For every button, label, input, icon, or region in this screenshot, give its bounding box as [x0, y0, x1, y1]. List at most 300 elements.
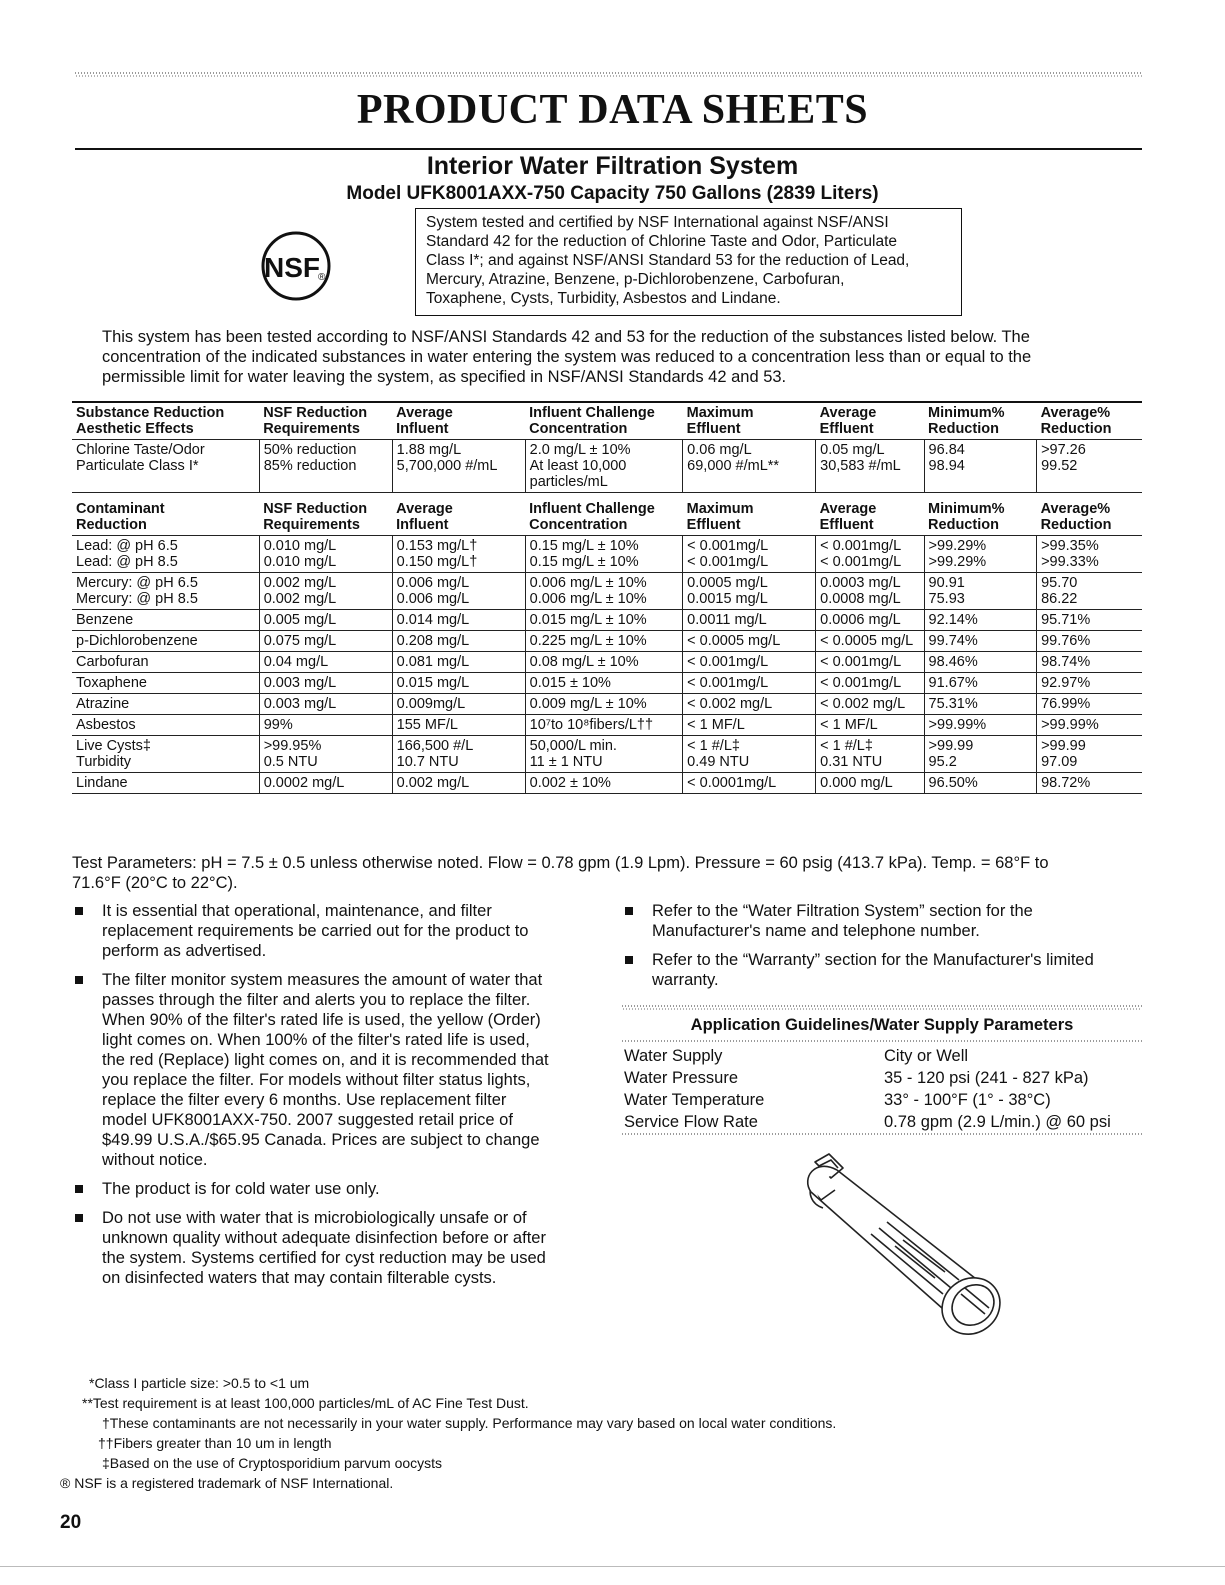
- table-cell-line: 1.88 mg/L: [396, 442, 462, 458]
- bullet-line: on disinfected waters that may contain filterable cysts.: [102, 1269, 497, 1287]
- table-cell-line: 0.005 mg/L: [263, 612, 337, 628]
- bullet-item: [72, 970, 587, 1170]
- table-cell: [259, 715, 392, 736]
- guidelines-bottom-rule: [622, 1133, 1142, 1136]
- table-cell-line: Lead: @ pH 6.5: [76, 538, 178, 554]
- table-row: [72, 652, 1142, 673]
- square-bullet-icon: [75, 1214, 83, 1222]
- certification-line: Mercury, Atrazine, Benzene, p-Dichlorobenzene, Carbofuran,: [426, 271, 845, 288]
- table-cell-line: < 0.001mg/L: [687, 675, 769, 691]
- table-cell-line: < 0.001mg/L: [820, 554, 902, 570]
- table-cell: [392, 694, 525, 715]
- table-cell-line: 0.000 mg/L: [820, 775, 893, 791]
- table-cell-line: < 0.001mg/L: [687, 538, 769, 554]
- guideline-row: [624, 1045, 1144, 1067]
- column-header: [924, 499, 1037, 536]
- table-cell: [259, 736, 392, 773]
- table-cell-line: Lindane: [76, 775, 128, 791]
- table-cell-line: 0.002 mg/L: [263, 591, 337, 607]
- column-header-line: Average: [819, 501, 877, 517]
- bullet-item: [72, 1208, 587, 1288]
- column-header-line: Effluent: [819, 517, 874, 533]
- table-cell: [259, 610, 392, 631]
- column-header-line: Reduction: [928, 517, 999, 533]
- table-cell-line: 0.153 mg/L†: [396, 538, 478, 554]
- table-cell-line: < 0.001mg/L: [820, 654, 902, 670]
- table-cell: [72, 536, 259, 573]
- table-cell: [392, 631, 525, 652]
- table-cell-line: < 0.0005 mg/L: [820, 633, 914, 649]
- table-cell: [525, 652, 683, 673]
- test-parameters-line: Test Parameters: pH = 7.5 ± 0.5 unless otherwise noted. Flow = 0.78 gpm (1.9 Lpm). Pressure = 60 psig (413.7 kPa). Temp. = 68°F to: [72, 854, 1049, 872]
- table-cell-line: Benzene: [76, 612, 134, 628]
- table-cell-line: 0.0005 mg/L: [687, 575, 768, 591]
- table-cell: [72, 631, 259, 652]
- table-cell: [683, 715, 816, 736]
- table-cell: [72, 736, 259, 773]
- table-cell-line: 0.0011 mg/L: [687, 612, 767, 628]
- table-cell-line: 0.006 mg/L ± 10%: [529, 575, 647, 591]
- table-cell: [1037, 715, 1142, 736]
- table-cell-line: 97.09: [1041, 754, 1078, 770]
- table-cell-line: < 1 MF/L: [687, 717, 745, 733]
- table-cell-line: Toxaphene: [76, 675, 147, 691]
- table-cell-line: < 0.001mg/L: [687, 654, 769, 670]
- table-cell-line: 91.67%: [928, 675, 978, 691]
- test-parameters: [72, 853, 1147, 893]
- certification-box: [415, 208, 962, 316]
- bullet-line: Manufacturer's name and telephone number.: [652, 922, 980, 940]
- column-header-line: Average: [819, 405, 877, 421]
- table-cell: [72, 652, 259, 673]
- column-header: [1037, 499, 1142, 536]
- guidelines-top-rule: [622, 1005, 1142, 1010]
- table-cell: [1037, 631, 1142, 652]
- table-cell-line: 0.006 mg/L ± 10%: [529, 591, 647, 607]
- table-cell-line: 99%: [263, 717, 293, 733]
- table-cell: [683, 610, 816, 631]
- table-cell: [1037, 673, 1142, 694]
- table-cell-line: particles/mL: [529, 474, 608, 490]
- bullet-line: model UFK8001AXX-750. 2007 suggested retail price of: [102, 1111, 513, 1129]
- column-header: [72, 499, 259, 536]
- square-bullet-icon: [625, 956, 633, 964]
- table-cell-line: 0.009mg/L: [396, 696, 466, 712]
- table-cell: [392, 652, 525, 673]
- table-row: [72, 694, 1142, 715]
- bullet-item: [622, 950, 1142, 990]
- table-cell-line: < 1 #/L‡: [820, 738, 873, 754]
- table-cell: [72, 673, 259, 694]
- intro-line: permissible limit for water leaving the system, as specified in NSF/ANSI Standards 42 and 53.: [102, 368, 787, 386]
- column-header-line: Reduction: [928, 421, 999, 437]
- column-header-line: Average%: [1040, 405, 1111, 421]
- intro-paragraph: [102, 327, 1142, 387]
- contaminant-reduction-table: [72, 499, 1142, 794]
- table-cell-line: 10⁷to 10⁸fibers/L††: [529, 717, 654, 733]
- table-cell-line: 0.08 mg/L ± 10%: [529, 654, 639, 670]
- table-cell-line: 50% reduction: [263, 442, 357, 458]
- table-cell-line: < 0.001mg/L: [687, 554, 769, 570]
- table-cell: [1037, 694, 1142, 715]
- nsf-logo-icon: [255, 228, 341, 304]
- bullet-line: replacement requirements be carried out for the product to: [102, 922, 529, 940]
- bullet-line: unknown quality without adequate disinfection before or after: [102, 1229, 546, 1247]
- table-cell-line: 0.002 mg/L: [396, 775, 470, 791]
- guideline-value: 35 - 120 psi (241 - 827 kPa): [884, 1069, 1089, 1087]
- table-cell-line: 95.2: [928, 754, 957, 770]
- bullet-item: [622, 901, 1142, 941]
- bullet-line: The product is for cold water use only.: [102, 1180, 380, 1198]
- column-header-line: Effluent: [686, 517, 741, 533]
- table-cell-line: >99.99%: [928, 717, 987, 733]
- column-header-line: Reduction: [76, 517, 147, 533]
- aesthetic-effects-table: [72, 401, 1142, 493]
- table-cell: [924, 652, 1037, 673]
- footnote: **Test requirement is at least 100,000 particles/mL of AC Fine Test Dust.: [82, 1395, 529, 1411]
- column-header: [683, 499, 816, 536]
- guidelines-mid-rule: [622, 1040, 1142, 1043]
- table-cell-line: 0.05 mg/L: [820, 442, 885, 458]
- table-cell-line: 166,500 #/L: [396, 738, 474, 754]
- column-header: [525, 402, 683, 440]
- table-cell: [924, 610, 1037, 631]
- table-cell-line: 0.015 mg/L: [396, 675, 470, 691]
- table-cell-line: 0.014 mg/L: [396, 612, 470, 628]
- table-cell-line: Lead: @ pH 8.5: [76, 554, 178, 570]
- table-cell-line: 0.5 NTU: [263, 754, 318, 770]
- table-row: [72, 631, 1142, 652]
- column-header-line: Substance Reduction: [76, 405, 225, 421]
- table-cell: [392, 736, 525, 773]
- top-dotted-rule: [75, 72, 1142, 77]
- table-cell-line: 98.94: [928, 458, 965, 474]
- table-cell-line: < 0.001mg/L: [820, 538, 902, 554]
- table-cell: [924, 573, 1037, 610]
- table-cell-line: >99.95%: [263, 738, 322, 754]
- bullet-line: light comes on. When 100% of the filter's rated life is used,: [102, 1031, 530, 1049]
- table-cell-line: p-Dichlorobenzene: [76, 633, 198, 649]
- table-cell: [1037, 773, 1142, 794]
- table-cell-line: Atrazine: [76, 696, 130, 712]
- bullet-line: without notice.: [102, 1151, 208, 1169]
- table-cell-line: 2.0 mg/L ± 10%: [529, 442, 631, 458]
- table-cell-line: 0.003 mg/L: [263, 696, 337, 712]
- column-header: [392, 499, 525, 536]
- table-cell: [924, 694, 1037, 715]
- table-cell: [816, 440, 924, 493]
- table-cell-line: >99.99: [1041, 738, 1086, 754]
- table-row: [72, 773, 1142, 794]
- table-row: [72, 736, 1142, 773]
- table-cell-line: 75.93: [928, 591, 965, 607]
- table-cell: [525, 536, 683, 573]
- bullet-line: When 90% of the filter's rated life is used, the yellow (Order): [102, 1011, 541, 1029]
- table-cell-line: >99.35%: [1041, 538, 1099, 554]
- column-header-line: Average%: [1040, 501, 1111, 517]
- table-cell: [816, 536, 924, 573]
- table-cell-line: >99.99%: [1041, 717, 1099, 733]
- bullet-line: perform as advertised.: [102, 942, 267, 960]
- table-cell: [72, 773, 259, 794]
- certification-line: Toxaphene, Cysts, Turbidity, Asbestos and Lindane.: [426, 290, 781, 307]
- bullet-item: [72, 901, 587, 961]
- column-header-line: Concentration: [529, 517, 628, 533]
- table-cell: [683, 440, 816, 493]
- table-cell-line: 0.003 mg/L: [263, 675, 337, 691]
- table-cell: [683, 652, 816, 673]
- square-bullet-icon: [75, 907, 83, 915]
- nsf-registered-mark: ®: [318, 272, 326, 283]
- column-header-line: NSF Reduction: [263, 405, 368, 421]
- column-header-line: Average: [396, 501, 453, 517]
- table-cell: [924, 631, 1037, 652]
- table-cell-line: 0.150 mg/L†: [396, 554, 478, 570]
- column-header-line: Concentration: [529, 421, 628, 437]
- table-header-row: [72, 402, 1142, 440]
- table-cell-line: 0.006 mg/L: [396, 575, 470, 591]
- column-header-line: Reduction: [1040, 517, 1112, 533]
- table-cell: [525, 673, 683, 694]
- table-cell: [924, 536, 1037, 573]
- table-cell-line: 0.225 mg/L ± 10%: [529, 633, 647, 649]
- table-row: [72, 536, 1142, 573]
- footnotes: [60, 1373, 1160, 1493]
- table-cell-line: 98.74%: [1041, 654, 1091, 670]
- table-cell-line: >99.99: [928, 738, 974, 754]
- table-cell: [392, 573, 525, 610]
- table-cell: [259, 573, 392, 610]
- intro-line: concentration of the indicated substances in water entering the system was reduced to a concentration less than or equal to the: [102, 348, 1032, 366]
- table-cell-line: 75.31%: [928, 696, 978, 712]
- column-header: [683, 402, 816, 440]
- table-cell: [816, 673, 924, 694]
- table-cell-line: 86.22: [1041, 591, 1078, 607]
- table-header-row: [72, 499, 1142, 536]
- table-cell-line: 99.76%: [1041, 633, 1091, 649]
- table-cell: [392, 773, 525, 794]
- table-cell: [392, 673, 525, 694]
- footnote: †These contaminants are not necessarily in your water supply. Performance may vary based on local water conditions.: [102, 1415, 837, 1431]
- table-cell-line: 155 MF/L: [396, 717, 458, 733]
- column-header-line: Influent: [396, 517, 449, 533]
- bullet-line: replace the filter every 6 months. Use replacement filter: [102, 1091, 507, 1109]
- certification-line: System tested and certified by NSF International against NSF/ANSI: [426, 214, 889, 231]
- table-cell: [816, 694, 924, 715]
- guideline-parameter: Service Flow Rate: [624, 1113, 758, 1131]
- column-header-line: Requirements: [263, 517, 360, 533]
- table-cell: [924, 736, 1037, 773]
- water-filter-cartridge-picture: [775, 1148, 1015, 1348]
- column-header-line: Minimum%: [928, 405, 1005, 421]
- guideline-parameter: Water Supply: [624, 1047, 723, 1065]
- table-cell: [392, 440, 525, 493]
- table-cell-line: 5,700,000 #/mL: [396, 458, 498, 474]
- test-parameters-line: 71.6°F (20°C to 22°C).: [72, 874, 238, 892]
- table-cell-line: < 0.002 mg/L: [820, 696, 906, 712]
- page-number: 20: [60, 1512, 82, 1533]
- table-cell-line: 0.0006 mg/L: [820, 612, 901, 628]
- table-cell-line: 0.081 mg/L: [396, 654, 470, 670]
- column-header-line: Influent Challenge: [529, 405, 655, 421]
- table-cell: [525, 694, 683, 715]
- table-cell-line: 90.91: [928, 575, 965, 591]
- column-header: [924, 402, 1037, 440]
- bullet-line: Refer to the “Water Filtration System” section for the: [652, 902, 1033, 920]
- table-cell-line: 98.46%: [928, 654, 978, 670]
- bullet-line: The filter monitor system measures the amount of water that: [102, 971, 543, 989]
- table-cell: [683, 736, 816, 773]
- certification-line: Standard 42 for the reduction of Chlorine Taste and Odor, Particulate: [426, 233, 898, 250]
- table-cell: [1037, 652, 1142, 673]
- table-cell-line: Mercury: @ pH 6.5: [76, 575, 198, 591]
- column-header: [816, 402, 924, 440]
- table-row: [72, 573, 1142, 610]
- bullet-line: Refer to the “Warranty” section for the Manufacturer's limited: [652, 951, 1094, 969]
- table-cell-line: < 0.002 mg/L: [687, 696, 773, 712]
- table-cell-line: Chlorine Taste/Odor: [76, 442, 205, 458]
- table-cell-line: 30,583 #/mL: [820, 458, 901, 474]
- bullet-line: the system. Systems certified for cyst reduction may be used: [102, 1249, 546, 1267]
- table-cell-line: 0.002 mg/L: [263, 575, 337, 591]
- table-cell-line: 0.06 mg/L: [687, 442, 752, 458]
- table-cell-line: 0.31 NTU: [820, 754, 883, 770]
- table-cell-line: < 1 MF/L: [820, 717, 878, 733]
- column-header: [392, 402, 525, 440]
- bullet-line: Do not use with water that is microbiologically unsafe or of: [102, 1209, 527, 1227]
- left-bullet-list: [72, 901, 587, 1297]
- column-header-line: Influent: [396, 421, 449, 437]
- guideline-value: City or Well: [884, 1047, 969, 1065]
- guideline-row: [624, 1067, 1144, 1089]
- column-header-line: Contaminant: [76, 501, 165, 517]
- table-cell: [683, 631, 816, 652]
- table-cell: [72, 440, 259, 493]
- model-capacity-line: Model UFK8001AXX-750 Capacity 750 Gallons (2839 Liters): [346, 183, 879, 204]
- table-cell: [1037, 573, 1142, 610]
- square-bullet-icon: [75, 1185, 83, 1193]
- table-cell: [525, 631, 683, 652]
- table-cell: [683, 773, 816, 794]
- table-cell: [924, 440, 1037, 493]
- table-cell-line: Mercury: @ pH 8.5: [76, 591, 198, 607]
- table-cell-line: 0.009 mg/L ± 10%: [529, 696, 647, 712]
- column-header-line: Requirements: [263, 421, 360, 437]
- table-cell-line: 11 ± 1 NTU: [529, 754, 603, 770]
- table-cell-line: 0.15 mg/L ± 10%: [529, 554, 639, 570]
- table-cell-line: 85% reduction: [263, 458, 357, 474]
- table-row: [72, 715, 1142, 736]
- bullet-line: the red (Replace) light comes on, and it is recommended that: [102, 1051, 549, 1069]
- table-cell-line: 98.72%: [1041, 775, 1091, 791]
- column-header-line: Effluent: [819, 421, 874, 437]
- table-cell-line: 0.075 mg/L: [263, 633, 337, 649]
- bullet-line: It is essential that operational, maintenance, and filter: [102, 902, 492, 920]
- table-cell-line: 0.15 mg/L ± 10%: [529, 538, 639, 554]
- table-cell: [72, 694, 259, 715]
- table-cell-line: 0.208 mg/L: [396, 633, 470, 649]
- table-cell-line: 0.010 mg/L: [263, 538, 337, 554]
- table-cell: [816, 610, 924, 631]
- table-cell: [259, 440, 392, 493]
- bottom-rule: [0, 1566, 1225, 1567]
- column-header: [259, 402, 392, 440]
- column-header: [1037, 402, 1142, 440]
- table-cell-line: 0.0002 mg/L: [263, 775, 345, 791]
- table-cell-line: 0.010 mg/L: [263, 554, 337, 570]
- table-cell: [816, 773, 924, 794]
- table-cell-line: Live Cysts‡: [76, 738, 151, 754]
- table-cell-line: 96.84: [928, 442, 965, 458]
- guideline-row: [624, 1089, 1144, 1111]
- square-bullet-icon: [625, 907, 633, 915]
- table-cell: [525, 715, 683, 736]
- table-cell-line: Turbidity: [76, 754, 132, 770]
- table-cell: [816, 631, 924, 652]
- table-cell-line: 0.006 mg/L: [396, 591, 470, 607]
- table-cell: [1037, 736, 1142, 773]
- table-cell: [259, 652, 392, 673]
- section-title: Interior Water Filtration System: [426, 152, 799, 180]
- square-bullet-icon: [75, 976, 83, 984]
- table-cell-line: 0.002 ± 10%: [529, 775, 611, 791]
- table-row: [72, 610, 1142, 631]
- table-cell: [72, 573, 259, 610]
- column-header: [259, 499, 392, 536]
- table-cell: [259, 536, 392, 573]
- table-cell: [525, 573, 683, 610]
- table-cell: [683, 694, 816, 715]
- table-cell: [1037, 536, 1142, 573]
- guideline-parameter: Water Pressure: [624, 1069, 739, 1087]
- table-cell-line: 0.0008 mg/L: [820, 591, 901, 607]
- certification-line: Class I*; and against NSF/ANSI Standard 53 for the reduction of Lead,: [426, 252, 910, 269]
- table-cell: [924, 773, 1037, 794]
- table-cell-line: 0.015 ± 10%: [529, 675, 611, 691]
- column-header-line: Average: [396, 405, 453, 421]
- table-cell: [1037, 610, 1142, 631]
- table-cell: [924, 673, 1037, 694]
- table-cell-line: 0.015 mg/L ± 10%: [529, 612, 647, 628]
- table-cell-line: 76.99%: [1041, 696, 1091, 712]
- footnote: *Class I particle size: >0.5 to <1 um: [89, 1375, 310, 1391]
- intro-line: This system has been tested according to NSF/ANSI Standards 42 and 53 for the reduction of the substances listed below. The: [102, 328, 1030, 346]
- column-header-line: Maximum: [686, 405, 754, 421]
- table-cell-line: 95.71%: [1041, 612, 1091, 628]
- table-cell-line: 95.70: [1041, 575, 1078, 591]
- table-cell-line: 69,000 #/mL**: [687, 458, 780, 474]
- table-cell: [816, 736, 924, 773]
- column-header-line: Maximum: [686, 501, 754, 517]
- table-cell-line: >99.33%: [1041, 554, 1099, 570]
- column-header: [72, 402, 259, 440]
- table-cell-line: >99.29%: [928, 538, 987, 554]
- table-cell-line: < 0.001mg/L: [820, 675, 902, 691]
- table-cell-line: < 1 #/L‡: [687, 738, 740, 754]
- table-cell: [259, 773, 392, 794]
- bullet-line: warranty.: [652, 971, 719, 989]
- table-cell-line: 0.04 mg/L: [263, 654, 329, 670]
- table-cell: [525, 736, 683, 773]
- bullet-line: $49.99 U.S.A./$65.95 Canada. Prices are subject to change: [102, 1131, 540, 1149]
- table-cell-line: Particulate Class I*: [76, 458, 199, 474]
- bullet-line: passes through the filter and alerts you to replace the filter.: [102, 991, 531, 1009]
- table-cell: [683, 673, 816, 694]
- column-header-line: Effluent: [686, 421, 741, 437]
- footnote: ‡Based on the use of Cryptosporidium parvum oocysts: [102, 1455, 443, 1471]
- table-cell: [259, 631, 392, 652]
- table-row: [72, 440, 1142, 493]
